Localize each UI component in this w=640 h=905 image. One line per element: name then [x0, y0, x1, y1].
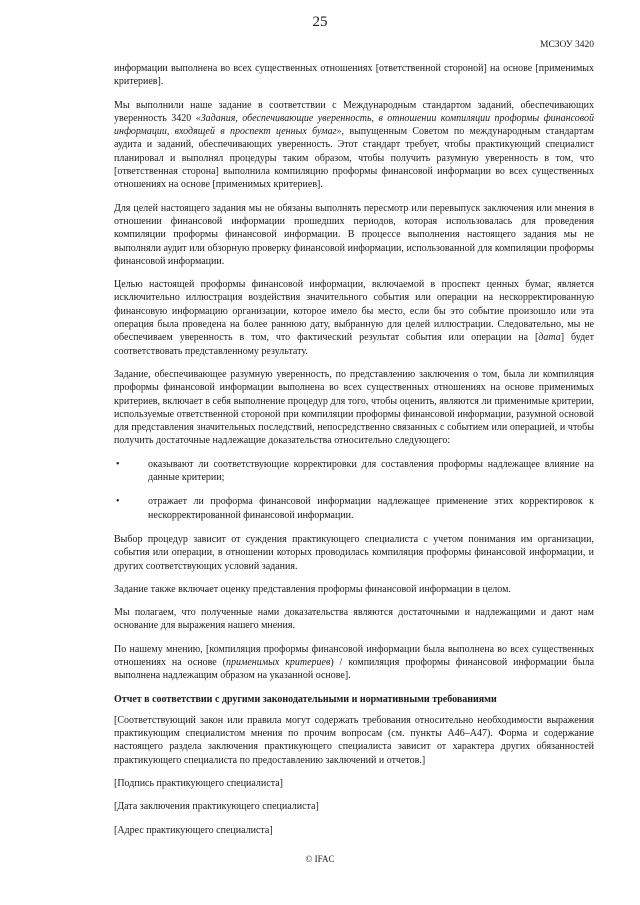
paragraph-2-text-a: Мы выполнили наше задание в соответствии с Международным стандартом заданий, обеспечивающих уверенность 3420 [114, 99, 594, 124]
bullet-dot: • [116, 496, 120, 508]
bullet-item-text: отражает ли проформа финансовой информации надлежащее применение этих корректировок к нескорректированной финансовой информации. [148, 496, 594, 521]
document-code: МСЗОУ 3420 [540, 40, 594, 50]
section-heading: Отчет в соответствии с другими законодательными и нормативными требованиями [114, 693, 497, 705]
bullet-item [114, 458, 594, 485]
bullet-dot: • [116, 458, 120, 470]
bullet-item-text: оказывают ли соответствующие корректировки для составления проформы надлежащее влияние на данные критерии; [148, 458, 594, 484]
page-number: 25 [312, 14, 328, 30]
paragraph-5: Задание, обеспечивающее разумную уверенность, по представлению заключения о том, была ли компиляция проформы финансовой информации выполнена во всех существенных отношениях на основе применимых критериев, включает в себя выполнение процедур для того, чтобы оценить, являются ли применимые критерии, используемые ответственной стороной при компиляции проформы финансовой информации, разумной основой для представления значительных последствий, непосредственно связанных с событием или операцией, и чтобы получить достаточные надлежащие доказательства относительно следующего: [114, 368, 594, 447]
paragraph-3: Для целей настоящего задания мы не обязаны выполнять пересмотр или перевыпуск заключения или мнения в отношении финансовой информации прошедших периодов, которая использовалась для проведения компиляции проформы финансовой информации. В процессе выполнения настоящего задания мы не выполняли аудит или обзорную проверку финансовой информации, использованной для компиляции проформы финансовой информации. [114, 202, 594, 267]
signature-placeholder: [Подпись практикующего специалиста] [114, 778, 283, 790]
opinion-text-c: ) / компиляция проформы финансовой информации была выполнена надлежащим образом на указанной основе]. [114, 656, 595, 682]
paragraph-2-text-c: , выпущенным Советом по международным стандартам аудита и заданий, обеспечивающих уверенность. Этот стандарт требует, чтобы практикующий специалист планировал и выполнял процедуры таким образом, чтобы получить разумную уверенность в том, что [ответственная сторона] выполнила компиляцию проформы финансовой информации во всех существенных отношениях на основе [применимых критериев]. [114, 126, 594, 191]
bullet-list [114, 458, 594, 522]
paragraph-1: информации выполнена во всех существенных отношениях [ответственной стороной] на основе [применимых критериев]. [114, 63, 594, 88]
paragraph-6: Выбор процедур зависит от суждения практикующего специалиста с учетом понимания им организации, события или операции, в отношении которых проводилась компиляция проформы финансовой информации, и других соответствующих условий задания. [114, 533, 594, 572]
paragraph-2 [114, 99, 594, 192]
address-placeholder: [Адрес практикующего специалиста] [114, 824, 273, 836]
standard-title: «Задания, обеспечивающие уверенность, в отношении компиляции проформы финансовой информации, входящей в проспект ценных бумаг» [114, 112, 594, 138]
criteria-placeholder: применимых критериев [225, 656, 331, 668]
opinion-text-a: По нашему мнению, [компиляция проформы финансовой информации была выполнена во всех существенных отношениях на основе ( [114, 643, 594, 668]
copyright-footer: © IFAC [305, 854, 335, 864]
paragraph-8: Мы полагаем, что полученные нами доказательства являются достаточными и надлежащими и дают нам основание для выражения нашего мнения. [114, 607, 594, 632]
bullet-item [114, 495, 594, 522]
paragraph-4-text-a: Целью настоящей проформы финансовой информации, включаемой в проспект ценных бумаг, является исключительно иллюстрация воздействия значительного события или операции на нескорректированную финансовую информацию организации, которое имело бы место, если бы это событие произошло или эта операция была проведена на более раннюю дату, выбранную для целей иллюстрации. Следовательно, мы не обеспечиваем уверенность в том, что фактический результат события или операции на [ [114, 279, 594, 344]
document-body [114, 62, 594, 847]
paragraph-4 [114, 278, 594, 358]
opinion-paragraph [114, 643, 594, 683]
paragraph-4-text-c: ] будет соответствовать представленному результату. [114, 332, 594, 357]
paragraph-10: [Соответствующий закон или правила могут содержать требования относительно необходимости выражения практикующим специалистом мнения по прочим вопросам (см. пункты А46–А47). Форма и содержание настоящего раздела заключения практикующего специалиста зависит от характера других обязанностей практикующего специалиста по предоставлению заключений и отчетов.] [114, 714, 594, 766]
paragraph-7: Задание также включает оценку представления проформы финансовой информации в целом. [114, 583, 511, 595]
date-line-placeholder: [Дата заключения практикующего специалиста] [114, 801, 319, 813]
date-placeholder: дата [538, 332, 561, 344]
